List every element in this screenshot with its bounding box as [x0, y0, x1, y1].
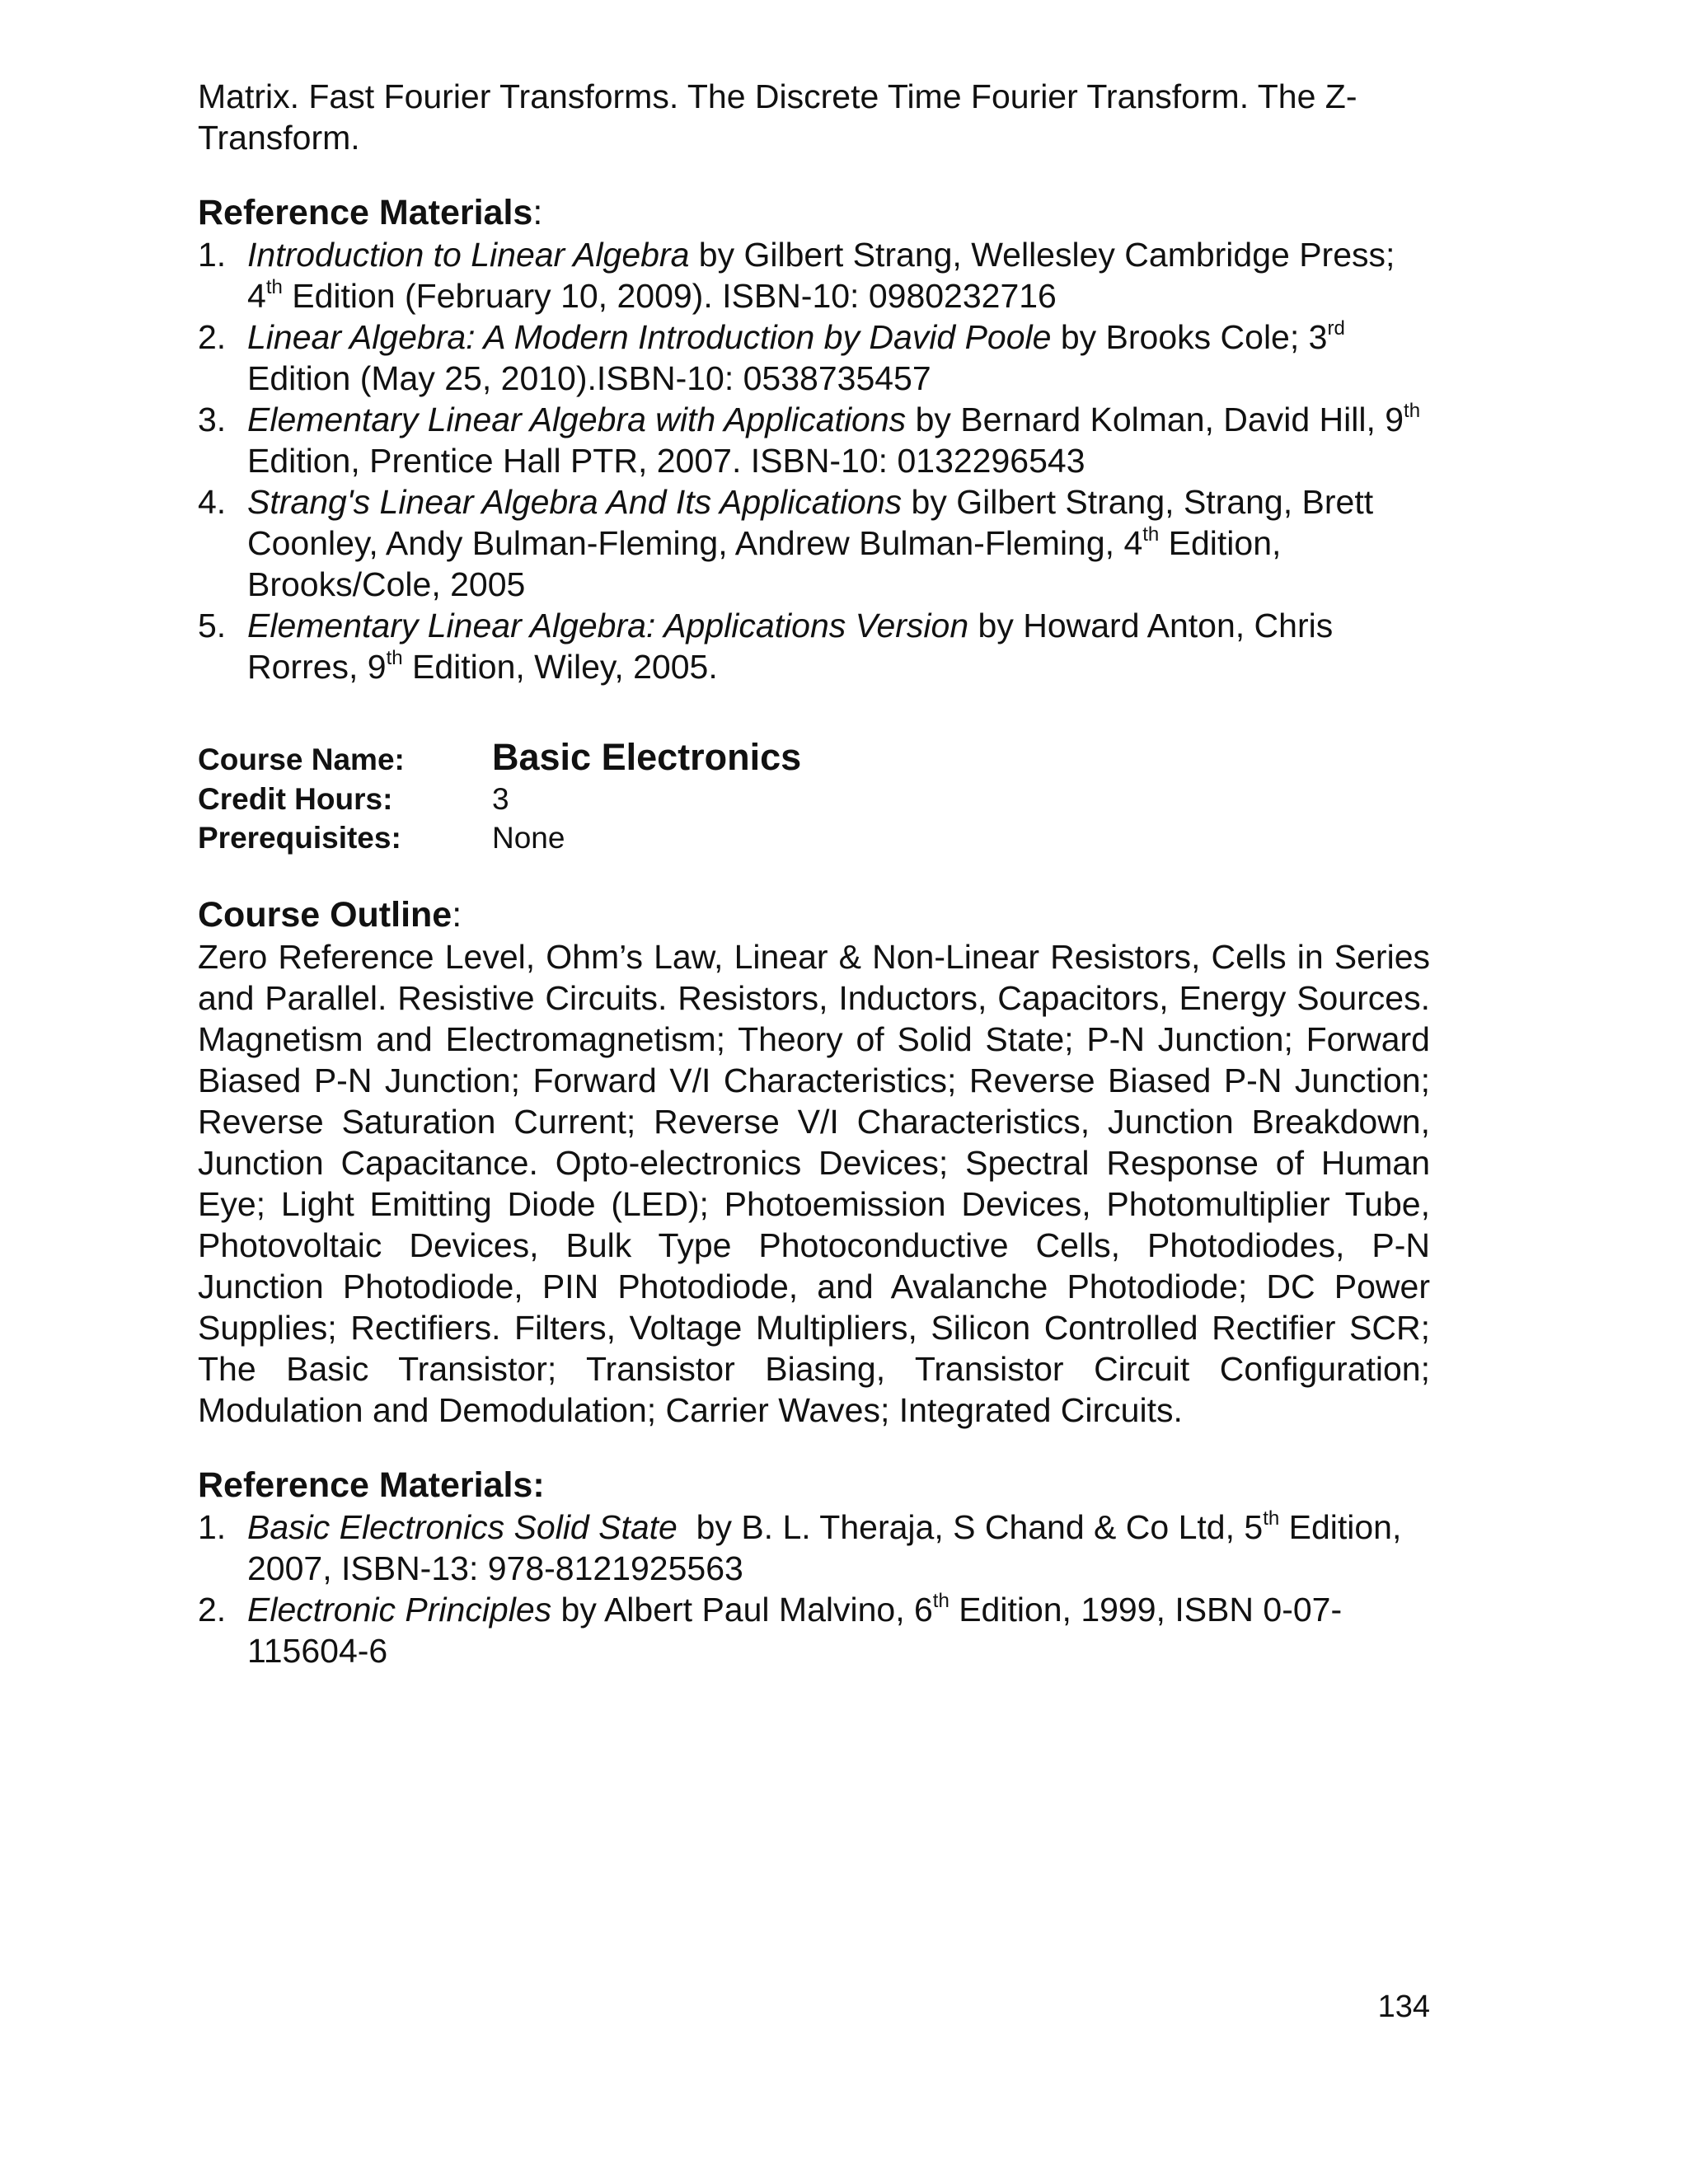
reference-title: Strang's Linear Algebra And Its Applications [247, 483, 903, 521]
reference-number: 4. [198, 483, 227, 521]
reference-list-2 [198, 1507, 1430, 1671]
credit-hours-value: 3 [492, 782, 509, 816]
ordinal-suffix: th [1404, 400, 1421, 423]
reference-number: 1. [198, 236, 227, 274]
reference-details-end: Edition (May 25, 2010).ISBN-10: 0538735457 [247, 359, 931, 397]
credit-hours-row [198, 780, 1430, 818]
heading-text: Reference Materials [198, 193, 533, 232]
ordinal-suffix: th [1263, 1507, 1280, 1530]
document-page [198, 76, 1430, 1671]
reference-details-end: Edition, Prentice Hall PTR, 2007. ISBN-10: 0132296543 [247, 442, 1085, 480]
reference-item [198, 316, 1430, 399]
heading-colon: : [532, 193, 543, 232]
reference-item [198, 234, 1430, 316]
reference-item [198, 1507, 1430, 1589]
reference-item [198, 1589, 1430, 1671]
prerequisites-label: Prerequisites: [198, 821, 401, 855]
ordinal-suffix: th [932, 1590, 950, 1613]
credit-hours-label: Credit Hours: [198, 782, 393, 816]
reference-details-end: Edition, 1999, ISBN 0-07-115604-6 [247, 1591, 1343, 1670]
reference-item [198, 605, 1430, 687]
reference-number: 3. [198, 401, 227, 438]
reference-details-end: Edition (February 10, 2009). ISBN-10: 0980232716 [282, 277, 1057, 315]
heading-colon: : [452, 895, 462, 935]
reference-number: 5. [198, 607, 227, 644]
reference-title: Elementary Linear Algebra with Applications [247, 401, 907, 438]
course-info-block [198, 735, 1430, 857]
reference-list-1 [198, 234, 1430, 687]
reference-details-end: Edition, Brooks/Cole, 2005 [247, 524, 1282, 603]
ordinal-suffix: th [386, 647, 403, 670]
reference-number: 1. [198, 1508, 227, 1546]
course-outline-paragraph: Zero Reference Level, Ohm’s Law, Linear & Non-Linear Resistors, Cells in Series and Parallel. Resistive Circuits. Resistors, Inductors, Capacitors, Energy Sources. Magnetism and Electromagnetism; Theory of Solid State; P-N Junction; Forward Biased P-N Junction; Forward V/I Characteristics; Reverse Biased P-N Junction; Reverse Saturation Current; Reverse V/I Characteristics, Junction Breakdown, Junction Capacitance. Opto-electronics Devices; Spectral Response of Human Eye; Light Emitting Diode (LED); Photoemission Devices, Photomultiplier Tube, Photovoltaic Devices, Bulk Type Photoconductive Cells, Photodiodes, P-N Junction Photodiode, PIN Photodiode, and Avalanche Photodiode; DC Power Supplies; Rectifiers. Filters, Voltage Multipliers, Silicon Controlled Rectifier SCR; The Basic Transistor; Transistor Biasing, Transistor Circuit Configuration; Modulation and Demodulation; Carrier Waves; Integrated Circuits. [198, 938, 1430, 1429]
reference-details: by Brooks Cole; 3 [1051, 318, 1328, 356]
prerequisites-value: None [492, 821, 565, 855]
reference-title: Basic Electronics Solid State [247, 1508, 678, 1546]
course-name-value: Basic Electronics [492, 736, 802, 778]
reference-title: Electronic Principles [247, 1591, 552, 1629]
reference-details: by Gilbert Strang, Wellesley Cambridge Press; 4 [247, 236, 1395, 315]
course-name-label: Course Name: [198, 743, 405, 776]
reference-details: by B. L. Theraja, S Chand & Co Ltd, 5 [677, 1508, 1264, 1546]
reference-details-end: Edition, 2007, ISBN-13: 978-8121925563 [247, 1508, 1402, 1587]
reference-title: Elementary Linear Algebra: Applications Version [247, 607, 969, 644]
reference-item [198, 399, 1430, 481]
intro-paragraph: Matrix. Fast Fourier Transforms. The Discrete Time Fourier Transform. The Z-Transform. [198, 77, 1357, 157]
reference-details: by Howard Anton, Chris Rorres, 9 [247, 607, 1334, 686]
course-outline-heading [198, 893, 1430, 936]
ordinal-suffix: rd [1327, 317, 1345, 340]
reference-details: by Albert Paul Malvino, 6 [551, 1591, 933, 1629]
reference-details: by Gilbert Strang, Strang, Brett Coonley, Andy Bulman-Fleming, Andrew Bulman-Fleming, 4 [247, 483, 1374, 562]
ordinal-suffix: th [265, 276, 283, 299]
reference-materials-heading-2: Reference Materials: [198, 1465, 545, 1505]
prerequisites-row [198, 818, 1430, 857]
ordinal-suffix: th [1142, 523, 1160, 546]
reference-number: 2. [198, 1591, 227, 1629]
course-name-row [198, 735, 1430, 780]
reference-title: Introduction to Linear Algebra [247, 236, 690, 274]
reference-item [198, 481, 1430, 605]
heading-text: Course Outline [198, 895, 452, 935]
reference-details-end: Edition, Wiley, 2005. [402, 648, 718, 686]
page-number: 134 [1377, 1990, 1430, 2024]
reference-number: 2. [198, 318, 227, 356]
reference-title: Linear Algebra: A Modern Introduction by David Poole [247, 318, 1052, 356]
reference-details: by Bernard Kolman, David Hill, 9 [906, 401, 1404, 438]
reference-materials-heading [198, 191, 1430, 234]
